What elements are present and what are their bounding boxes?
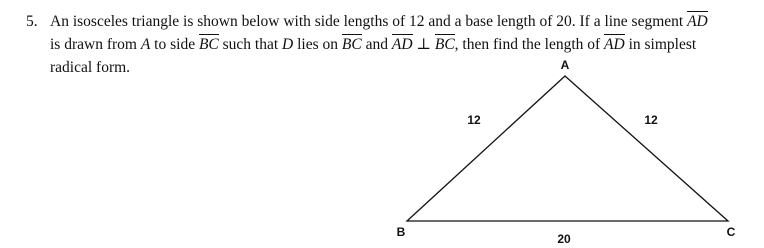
segment-ad: AD bbox=[604, 36, 625, 53]
text-segment: is drawn from bbox=[50, 36, 141, 53]
question-number: 5. bbox=[26, 13, 38, 30]
triangle-outline bbox=[407, 76, 728, 221]
vertex-label-c: C bbox=[726, 225, 736, 239]
point-a: A bbox=[140, 36, 151, 53]
text-segment: such that bbox=[218, 36, 283, 53]
text-segment: An isosceles triangle is shown below with side lengths of 12 and a base length of 20. If a line segment bbox=[50, 13, 688, 30]
base-label-bc: 20 bbox=[557, 232, 571, 246]
point-d: D bbox=[282, 36, 294, 53]
segment-bc: BC bbox=[434, 36, 455, 53]
segment-ad: AD bbox=[391, 36, 413, 53]
text-segment: lies on bbox=[293, 36, 342, 53]
vertex-label-a: A bbox=[560, 58, 570, 72]
perpendicular-symbol: ⊥ bbox=[412, 36, 435, 53]
text-segment: and bbox=[361, 36, 392, 53]
side-label-ab: 12 bbox=[467, 113, 481, 127]
text-segment: , then find the length of bbox=[454, 36, 605, 53]
segment-bc: BC bbox=[341, 36, 362, 53]
vertex-label-b: B bbox=[396, 225, 406, 239]
segment-ad: AD bbox=[687, 13, 708, 30]
text-segment: to side bbox=[150, 36, 199, 53]
segment-bc: BC bbox=[198, 36, 219, 53]
text-segment: radical form. bbox=[50, 59, 131, 76]
text-segment: in simplest bbox=[624, 36, 697, 53]
side-label-ac: 12 bbox=[644, 113, 658, 127]
